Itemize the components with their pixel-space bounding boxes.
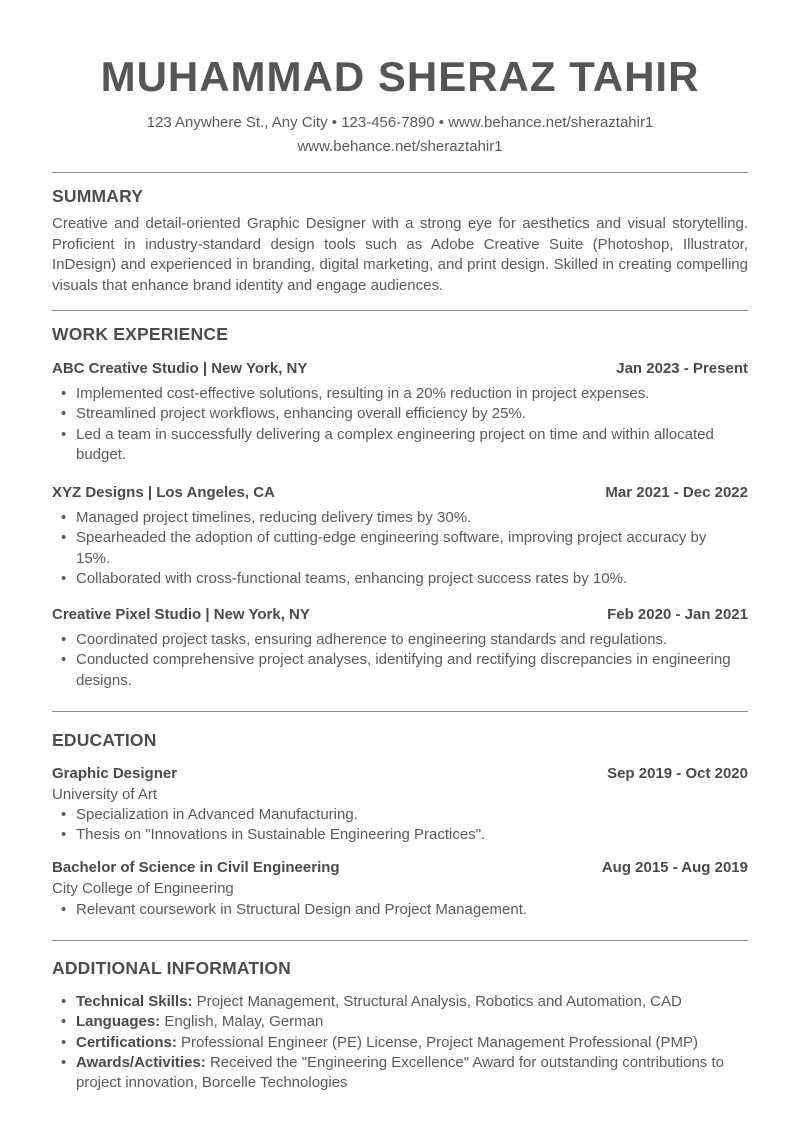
- education-school: City College of Engineering: [52, 880, 234, 897]
- job-header: [52, 606, 748, 623]
- divider: [52, 310, 748, 311]
- info-text: Professional Engineer (PE) License, Project Management Professional (PMP): [181, 1033, 698, 1051]
- job-bullets: [58, 630, 738, 691]
- job-company: Creative Pixel Studio | New York, NY: [52, 606, 310, 623]
- website-line: www.behance.net/sheraztahir1: [297, 138, 503, 155]
- info-label: Languages:: [76, 1013, 161, 1031]
- info-label: Awards/Activities:: [76, 1053, 206, 1071]
- divider: [52, 940, 748, 941]
- education-dates: Sep 2019 - Oct 2020: [607, 765, 748, 782]
- education-degree: Bachelor of Science in Civil Engineering: [52, 859, 340, 876]
- info-label: Certifications:: [76, 1033, 177, 1051]
- summary-text: Creative and detail-oriented Graphic Designer with a strong eye for aesthetics and visual storytelling. Proficient in industry-standard design tools such as Adobe Creative Suite (Photoshop, Illustrator, InDesign) and experienced in branding, digital marketing, and print design. Skilled in creating compelling visuals that enhance brand identity and engage audiences.: [52, 215, 748, 294]
- list-item: • Managed project timelines, reducing delivery times by 30%.: [58, 508, 738, 528]
- list-item: • Spearheaded the adoption of cutting-edge engineering software, improving project accuracy by 15%.: [58, 528, 738, 569]
- job-dates: Jan 2023 - Present: [616, 360, 748, 377]
- additional-list: [58, 992, 738, 1093]
- section-title-summary: SUMMARY: [52, 186, 144, 206]
- list-item: • Implemented cost-effective solutions, resulting in a 20% reduction in project expenses.: [58, 384, 738, 404]
- info-text: English, Malay, German: [164, 1013, 324, 1031]
- job-company: XYZ Designs | Los Angeles, CA: [52, 484, 275, 501]
- job-company: ABC Creative Studio | New York, NY: [52, 360, 308, 377]
- section-title-education: EDUCATION: [52, 730, 157, 750]
- list-item: • Coordinated project tasks, ensuring adherence to engineering standards and regulations.: [58, 630, 738, 650]
- divider: [52, 172, 748, 173]
- job-dates: Feb 2020 - Jan 2021: [607, 606, 748, 623]
- info-text: Received the "Engineering Excellence" Award for outstanding contributions to project innovation, Borcelle Technologies: [76, 1053, 724, 1092]
- section-title-experience: WORK EXPERIENCE: [52, 324, 229, 344]
- section-title-additional: ADDITIONAL INFORMATION: [52, 958, 292, 978]
- education-header: [52, 765, 748, 782]
- job-header: [52, 484, 748, 501]
- job-header: [52, 360, 748, 377]
- list-item: [58, 992, 738, 1012]
- list-item: • Relevant coursework in Structural Design and Project Management.: [58, 900, 738, 920]
- job-bullets: [58, 508, 738, 589]
- list-item: • Collaborated with cross-functional teams, enhancing project success rates by 10%.: [58, 569, 738, 589]
- education-school: University of Art: [52, 786, 158, 803]
- education-dates: Aug 2015 - Aug 2019: [601, 859, 748, 876]
- divider: [52, 711, 748, 712]
- list-item: • Specialization in Advanced Manufacturing.: [58, 805, 738, 825]
- list-item: • Streamlined project workflows, enhancing overall efficiency by 25%.: [58, 404, 738, 424]
- list-item: • Conducted comprehensive project analyses, identifying and rectifying discrepancies in engineering designs.: [58, 650, 738, 691]
- list-item: [58, 1012, 738, 1032]
- job-dates: Mar 2021 - Dec 2022: [605, 484, 748, 501]
- contact-line: 123 Anywhere St., Any City • 123-456-7890 • www.behance.net/sheraztahir1: [146, 114, 654, 131]
- list-item: • Led a team in successfully delivering a complex engineering project on time and within allocated budget.: [58, 425, 738, 466]
- list-item: • Thesis on "Innovations in Sustainable Engineering Practices".: [58, 825, 738, 845]
- education-header: [52, 859, 748, 876]
- list-item: [58, 1033, 738, 1053]
- info-text: Project Management, Structural Analysis, Robotics and Automation, CAD: [196, 993, 682, 1010]
- education-bullets: [58, 805, 738, 846]
- education-bullets: [58, 900, 738, 920]
- job-bullets: [58, 384, 738, 465]
- education-degree: Graphic Designer: [52, 765, 178, 782]
- list-item: [58, 1053, 738, 1094]
- info-label: Technical Skills:: [76, 993, 193, 1010]
- candidate-name: MUHAMMAD SHERAZ TAHIR: [100, 53, 700, 100]
